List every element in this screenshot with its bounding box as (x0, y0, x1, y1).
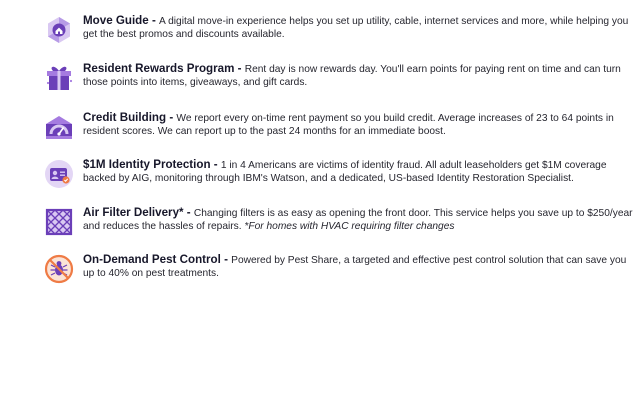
feature-text (83, 206, 639, 233)
feature-text (83, 14, 639, 41)
feature-text (83, 253, 639, 280)
feature-title: $1M Identity Protection (83, 158, 211, 171)
feature-title: Credit Building (83, 111, 167, 124)
feature-body: We report every on-time rent payment so you build credit. Average increases of 23 to 64 points in resident scores. We can report up to the past 24 months for an immediate boost. (83, 113, 614, 137)
feature-dash: - (210, 158, 221, 171)
feature-title: Move Guide (83, 14, 149, 27)
feature-body: 1 in 4 Americans are victims of identity fraud. All adult leaseholders get $1M coverage backed by AIG, monitoring through IBM's Watson, and a dedicated, US-based Identity Restoration Specialist. (83, 160, 607, 184)
feature-text (83, 158, 639, 185)
feature-text (83, 62, 639, 89)
feature-dash: - (234, 62, 245, 75)
feature-dash: - (148, 14, 160, 27)
identity-card-icon (44, 159, 74, 189)
feature-body: Changing filters is as easy as opening the front door. This service helps you save up to $250/year and reduces the hassles of repairs. (83, 208, 633, 232)
air-filter-icon (44, 207, 74, 237)
feature-body: Rent day is now rewards day. You'll earn points for paying rent on time and can turn those points into items, giveaways, and gift cards. (83, 64, 621, 88)
feature-text (83, 111, 639, 138)
feature-body: Powered by Pest Share, a targeted and effective pest control solution that can save you up to 40% on pest treatments. (83, 255, 627, 279)
feature-body: A digital move-in experience helps you set up utility, cable, internet services and more, while helping you get the best promos and discounts available. (83, 16, 629, 40)
feature-title: Resident Rewards Program (83, 62, 235, 75)
feature-title: Air Filter Delivery* (83, 206, 184, 219)
feature-dash: - (183, 206, 194, 219)
globe-home-icon (44, 15, 74, 45)
feature-note: *For homes with HVAC requiring filter changes (244, 221, 455, 232)
feature-dash: - (166, 111, 177, 124)
gift-icon (44, 63, 74, 93)
no-pest-icon (44, 254, 74, 284)
credit-gauge-icon (44, 112, 74, 142)
feature-dash: - (220, 253, 232, 266)
feature-title: On-Demand Pest Control (83, 253, 221, 266)
